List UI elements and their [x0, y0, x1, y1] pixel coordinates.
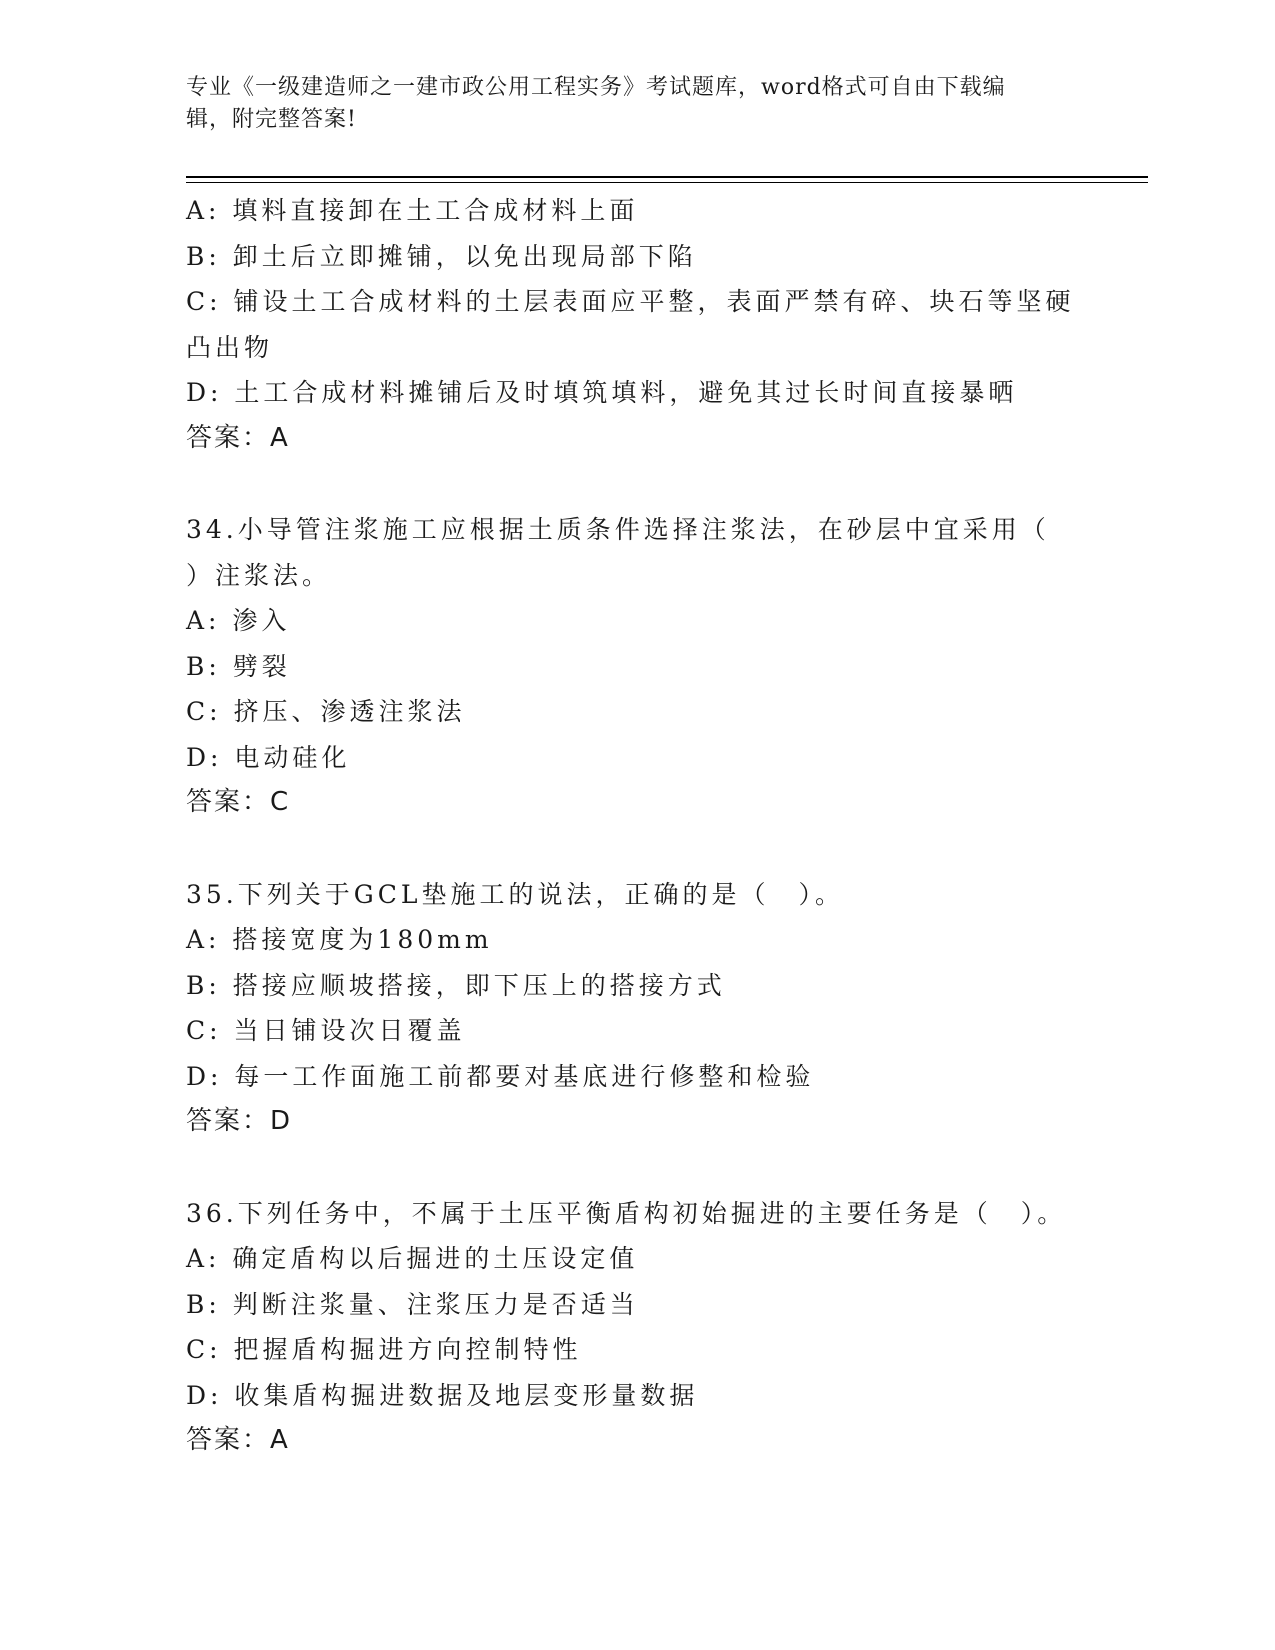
- option-c: C: 把握盾构掘进方向控制特性: [186, 1335, 582, 1364]
- option-c-continued: 凸出物: [186, 332, 274, 362]
- question-36: [186, 1191, 1086, 1464]
- answer-label: 答案：A: [186, 422, 290, 453]
- option-a: A: 确定盾构以后掘进的土压设定值: [186, 1244, 639, 1273]
- option-d: D: 土工合成材料摊铺后及时填筑填料，避免其过长时间直接暴晒: [186, 378, 1018, 407]
- header-line-2: 辑，附完整答案!: [186, 107, 357, 132]
- option-b: B: 判断注浆量、注浆压力是否适当: [186, 1289, 639, 1319]
- document-header: [186, 72, 1086, 136]
- question-stem-continued: ）注浆法。: [186, 560, 332, 590]
- question-33: [186, 188, 1086, 461]
- option-d: D: 收集盾构掘进数据及地层变形量数据: [186, 1380, 699, 1410]
- option-c: C: 挤压、渗透注浆法: [186, 697, 466, 726]
- option-a: A: 搭接宽度为180mm: [186, 925, 493, 954]
- question-stem: 35.下列关于GCL垫施工的说法，正确的是（ ）。: [186, 879, 844, 909]
- option-d: D: 每一工作面施工前都要对基底进行修整和检验: [186, 1061, 815, 1091]
- question-34: [186, 507, 1086, 826]
- option-a: A: 渗入: [186, 606, 291, 635]
- option-b: B: 卸土后立即摊铺，以免出现局部下陷: [186, 241, 697, 271]
- question-list: [186, 188, 1086, 1464]
- answer-label: 答案：C: [186, 787, 291, 817]
- header-divider-thin: [186, 182, 1148, 183]
- question-35: [186, 872, 1086, 1145]
- option-b: B: 劈裂: [186, 651, 291, 681]
- option-d: D: 电动硅化: [186, 742, 351, 772]
- option-c: C: 铺设土工合成材料的土层表面应平整，表面严禁有碎、块石等坚硬: [186, 287, 1075, 316]
- answer-label: 答案：A: [186, 1425, 290, 1455]
- answer-label: 答案：D: [186, 1106, 293, 1136]
- question-stem: 36.下列任务中，不属于土压平衡盾构初始掘进的主要任务是（ ）。: [186, 1198, 1067, 1228]
- question-stem: 34.小导管注浆施工应根据土质条件选择注浆法，在砂层中宜采用（: [186, 515, 1050, 544]
- option-c: C: 当日铺设次日覆盖: [186, 1016, 466, 1045]
- header-line-1: 专业《一级建造师之一建市政公用工程实务》考试题库，word格式可自由下载编: [186, 75, 1006, 100]
- option-a: A: 填料直接卸在土工合成材料上面: [186, 196, 639, 225]
- header-divider-thick: [186, 176, 1148, 178]
- option-b: B: 搭接应顺坡搭接，即下压上的搭接方式: [186, 970, 726, 1000]
